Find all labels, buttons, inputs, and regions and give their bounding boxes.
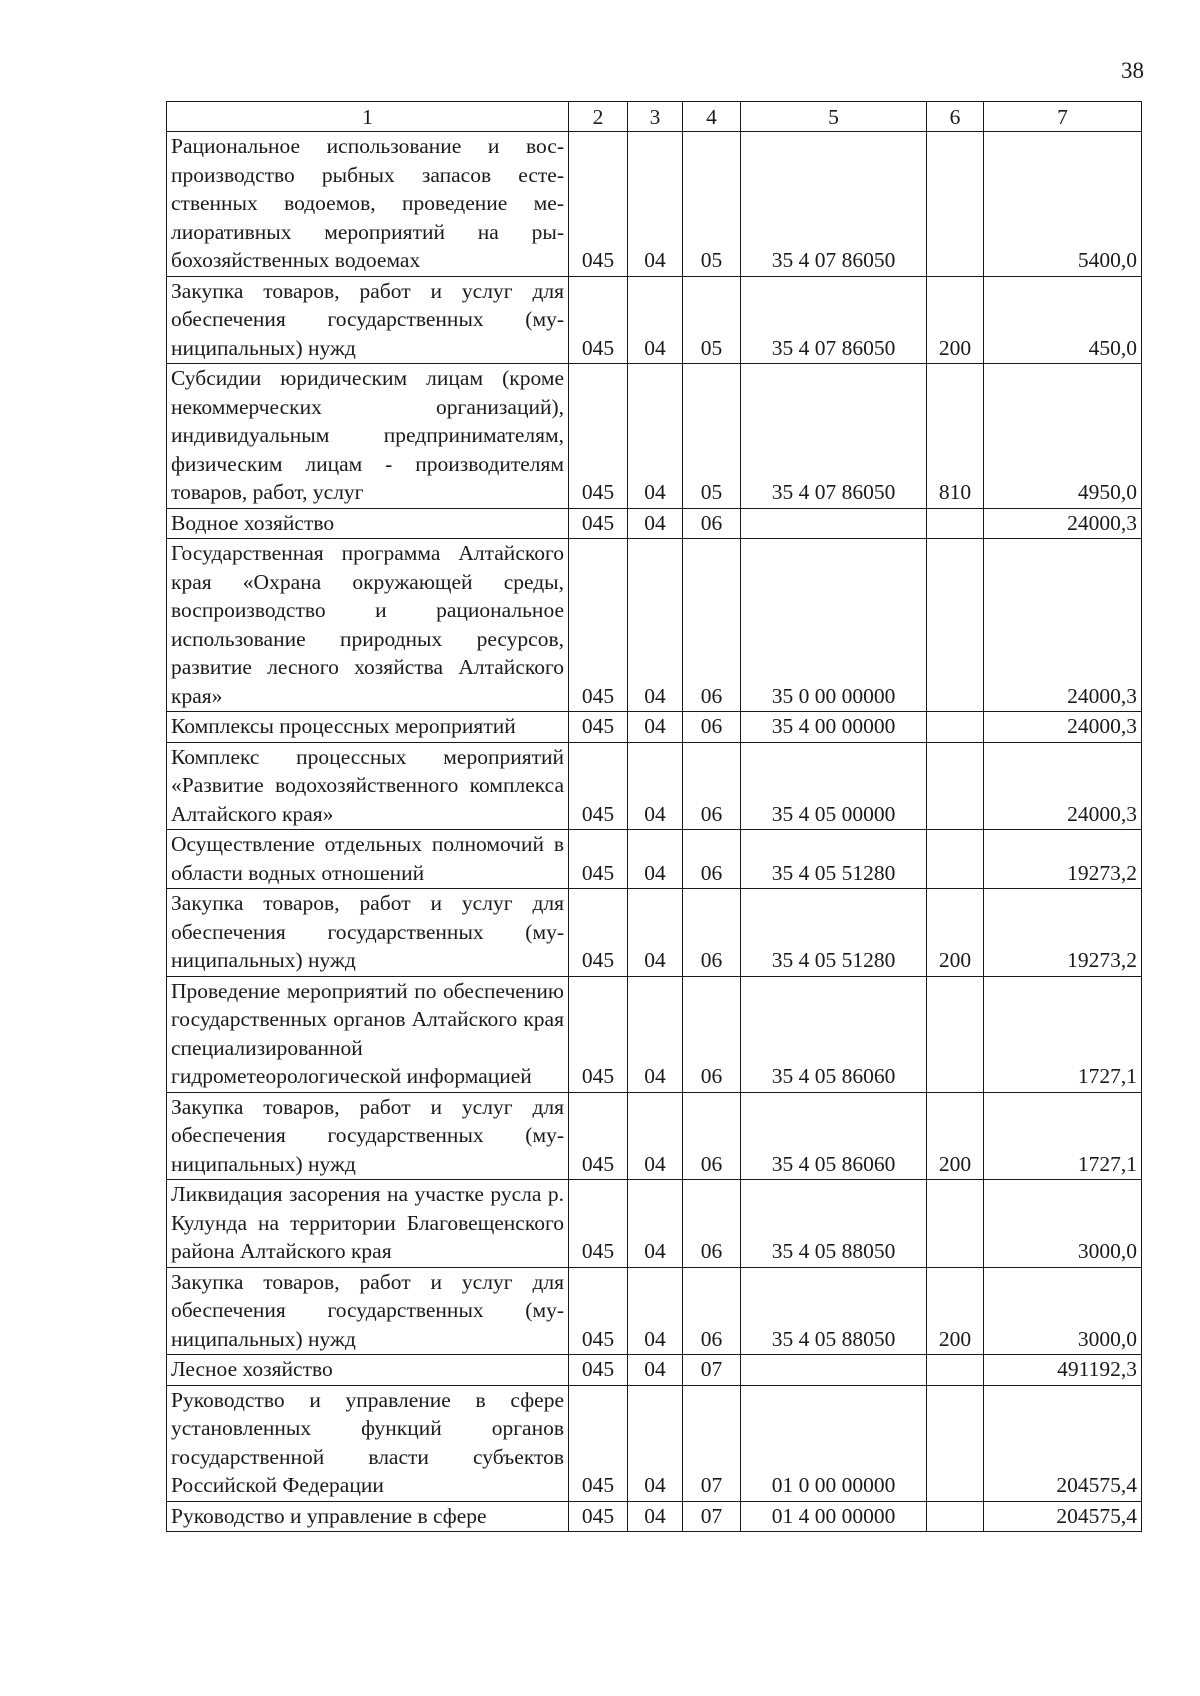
row-subsection: 05 [683, 276, 741, 364]
row-amount: 450,0 [984, 276, 1142, 364]
row-name: Субсидии юридическим лицам (кроме некоммерческих организаций), индивидуальным предпринимателям, физическим лицам - производителям товаров, работ, услуг [167, 364, 569, 509]
row-amount: 24000,3 [984, 508, 1142, 539]
table-row [167, 1501, 1142, 1532]
row-admin-code: 045 [569, 276, 628, 364]
table-row [167, 712, 1142, 743]
row-section: 04 [628, 276, 683, 364]
row-name: Водное хозяйство [167, 508, 569, 539]
row-section: 04 [628, 1267, 683, 1355]
row-expense-type [927, 132, 984, 277]
row-name: Осуществление отдельных полномочий в области водных отношений [167, 830, 569, 889]
row-section: 04 [628, 712, 683, 743]
row-subsection: 06 [683, 1180, 741, 1268]
row-expense-type [927, 742, 984, 830]
row-section: 04 [628, 889, 683, 977]
row-admin-code: 045 [569, 889, 628, 977]
row-section: 04 [628, 976, 683, 1092]
table-row [167, 1267, 1142, 1355]
row-amount: 1727,1 [984, 976, 1142, 1092]
row-expense-type [927, 712, 984, 743]
row-subsection: 06 [683, 742, 741, 830]
row-admin-code: 045 [569, 508, 628, 539]
header-cell: 3 [628, 102, 683, 132]
row-section: 04 [628, 1092, 683, 1180]
row-expense-type: 810 [927, 364, 984, 509]
row-amount: 24000,3 [984, 712, 1142, 743]
row-amount: 1727,1 [984, 1092, 1142, 1180]
budget-table [166, 101, 1142, 1532]
row-subsection: 06 [683, 508, 741, 539]
row-subsection: 06 [683, 830, 741, 889]
header-cell: 5 [741, 102, 927, 132]
row-section: 04 [628, 1180, 683, 1268]
row-subsection: 06 [683, 712, 741, 743]
row-target-article: 35 4 05 51280 [741, 889, 927, 977]
row-admin-code: 045 [569, 830, 628, 889]
row-section: 04 [628, 1355, 683, 1386]
row-section: 04 [628, 539, 683, 712]
table-row [167, 976, 1142, 1092]
row-expense-type [927, 1501, 984, 1532]
table-row [167, 1355, 1142, 1386]
table-row [167, 889, 1142, 977]
row-admin-code: 045 [569, 1267, 628, 1355]
table-row [167, 508, 1142, 539]
row-target-article: 35 4 00 00000 [741, 712, 927, 743]
row-name: Комплекс процессных мероприятий «Развитие водохозяйственного комплекса Алтайского края» [167, 742, 569, 830]
row-name: Лесное хозяйство [167, 1355, 569, 1386]
row-name: Закупка товаров, работ и услуг для обеспечения государственных (муниципальных) нужд [167, 276, 569, 364]
row-section: 04 [628, 1385, 683, 1501]
row-subsection: 06 [683, 889, 741, 977]
row-name: Закупка товаров, работ и услуг для обеспечения государственных (муниципальных) нужд [167, 1092, 569, 1180]
row-section: 04 [628, 132, 683, 277]
row-target-article [741, 1355, 927, 1386]
row-subsection: 05 [683, 364, 741, 509]
row-target-article: 35 4 05 51280 [741, 830, 927, 889]
header-row [167, 102, 1142, 132]
row-expense-type [927, 830, 984, 889]
row-admin-code: 045 [569, 132, 628, 277]
row-amount: 4950,0 [984, 364, 1142, 509]
row-amount: 19273,2 [984, 830, 1142, 889]
table-row [167, 742, 1142, 830]
row-admin-code: 045 [569, 364, 628, 509]
row-expense-type [927, 1180, 984, 1268]
row-admin-code: 045 [569, 742, 628, 830]
row-expense-type [927, 508, 984, 539]
row-expense-type: 200 [927, 276, 984, 364]
row-admin-code: 045 [569, 1355, 628, 1386]
row-amount: 204575,4 [984, 1501, 1142, 1532]
table-row [167, 539, 1142, 712]
row-name: Рациональное использование и воспроизводство рыбных запасов естественных водоемов, проведение мелиоративных мероприятий на рыбохозяйственных водоемах [167, 132, 569, 277]
row-subsection: 07 [683, 1355, 741, 1386]
table-row [167, 830, 1142, 889]
row-amount: 491192,3 [984, 1355, 1142, 1386]
row-subsection: 06 [683, 976, 741, 1092]
row-target-article: 35 4 05 00000 [741, 742, 927, 830]
row-target-article: 35 4 05 88050 [741, 1267, 927, 1355]
table-row [167, 1385, 1142, 1501]
row-target-article: 35 4 05 86060 [741, 1092, 927, 1180]
row-name: Проведение мероприятий по обеспечению государственных органов Алтайского края специализированной гидрометеорологической информацией [167, 976, 569, 1092]
row-subsection: 07 [683, 1385, 741, 1501]
row-subsection: 05 [683, 132, 741, 277]
header-cell: 4 [683, 102, 741, 132]
row-subsection: 06 [683, 1267, 741, 1355]
page-number: 38 [1121, 58, 1144, 83]
row-subsection: 07 [683, 1501, 741, 1532]
row-amount: 3000,0 [984, 1267, 1142, 1355]
row-section: 04 [628, 1501, 683, 1532]
row-expense-type: 200 [927, 1092, 984, 1180]
row-target-article [741, 508, 927, 539]
row-admin-code: 045 [569, 1180, 628, 1268]
row-expense-type [927, 539, 984, 712]
row-section: 04 [628, 364, 683, 509]
row-amount: 19273,2 [984, 889, 1142, 977]
row-admin-code: 045 [569, 1501, 628, 1532]
row-admin-code: 045 [569, 712, 628, 743]
row-target-article: 35 4 05 88050 [741, 1180, 927, 1268]
row-admin-code: 045 [569, 1092, 628, 1180]
row-admin-code: 045 [569, 539, 628, 712]
table-row [167, 132, 1142, 277]
row-target-article: 01 4 00 00000 [741, 1501, 927, 1532]
row-amount: 3000,0 [984, 1180, 1142, 1268]
row-name: Ликвидация засорения на участке русла р. Кулунда на территории Благовещенского района Алтайского края [167, 1180, 569, 1268]
row-expense-type [927, 1355, 984, 1386]
table-row [167, 276, 1142, 364]
table-row [167, 1180, 1142, 1268]
row-target-article: 35 4 07 86050 [741, 132, 927, 277]
row-name: Закупка товаров, работ и услуг для обеспечения государственных (муниципальных) нужд [167, 1267, 569, 1355]
table-body [167, 132, 1142, 1532]
row-admin-code: 045 [569, 976, 628, 1092]
row-expense-type: 200 [927, 1267, 984, 1355]
row-amount: 204575,4 [984, 1385, 1142, 1501]
row-target-article: 01 0 00 00000 [741, 1385, 927, 1501]
row-amount: 5400,0 [984, 132, 1142, 277]
row-name: Закупка товаров, работ и услуг для обеспечения государственных (муниципальных) нужд [167, 889, 569, 977]
header-cell: 1 [167, 102, 569, 132]
header-cell: 2 [569, 102, 628, 132]
row-target-article: 35 4 07 86050 [741, 276, 927, 364]
row-target-article: 35 0 00 00000 [741, 539, 927, 712]
row-target-article: 35 4 07 86050 [741, 364, 927, 509]
row-section: 04 [628, 508, 683, 539]
row-subsection: 06 [683, 1092, 741, 1180]
header-cell: 6 [927, 102, 984, 132]
row-name: Руководство и управление в сфере [167, 1501, 569, 1532]
row-name: Государственная программа Алтайского края «Охрана окружающей среды, воспроизводство и рациональное использование природных ресурсов, развитие лесного хозяйства Алтайского края» [167, 539, 569, 712]
table-row [167, 364, 1142, 509]
row-amount: 24000,3 [984, 742, 1142, 830]
row-target-article: 35 4 05 86060 [741, 976, 927, 1092]
row-amount: 24000,3 [984, 539, 1142, 712]
row-section: 04 [628, 830, 683, 889]
row-admin-code: 045 [569, 1385, 628, 1501]
row-expense-type: 200 [927, 889, 984, 977]
row-subsection: 06 [683, 539, 741, 712]
row-section: 04 [628, 742, 683, 830]
row-name: Комплексы процессных мероприятий [167, 712, 569, 743]
row-expense-type [927, 1385, 984, 1501]
header-cell: 7 [984, 102, 1142, 132]
table-row [167, 1092, 1142, 1180]
row-expense-type [927, 976, 984, 1092]
row-name: Руководство и управление в сфере установленных функций органов государственной власти субъектов Российской Федерации [167, 1385, 569, 1501]
